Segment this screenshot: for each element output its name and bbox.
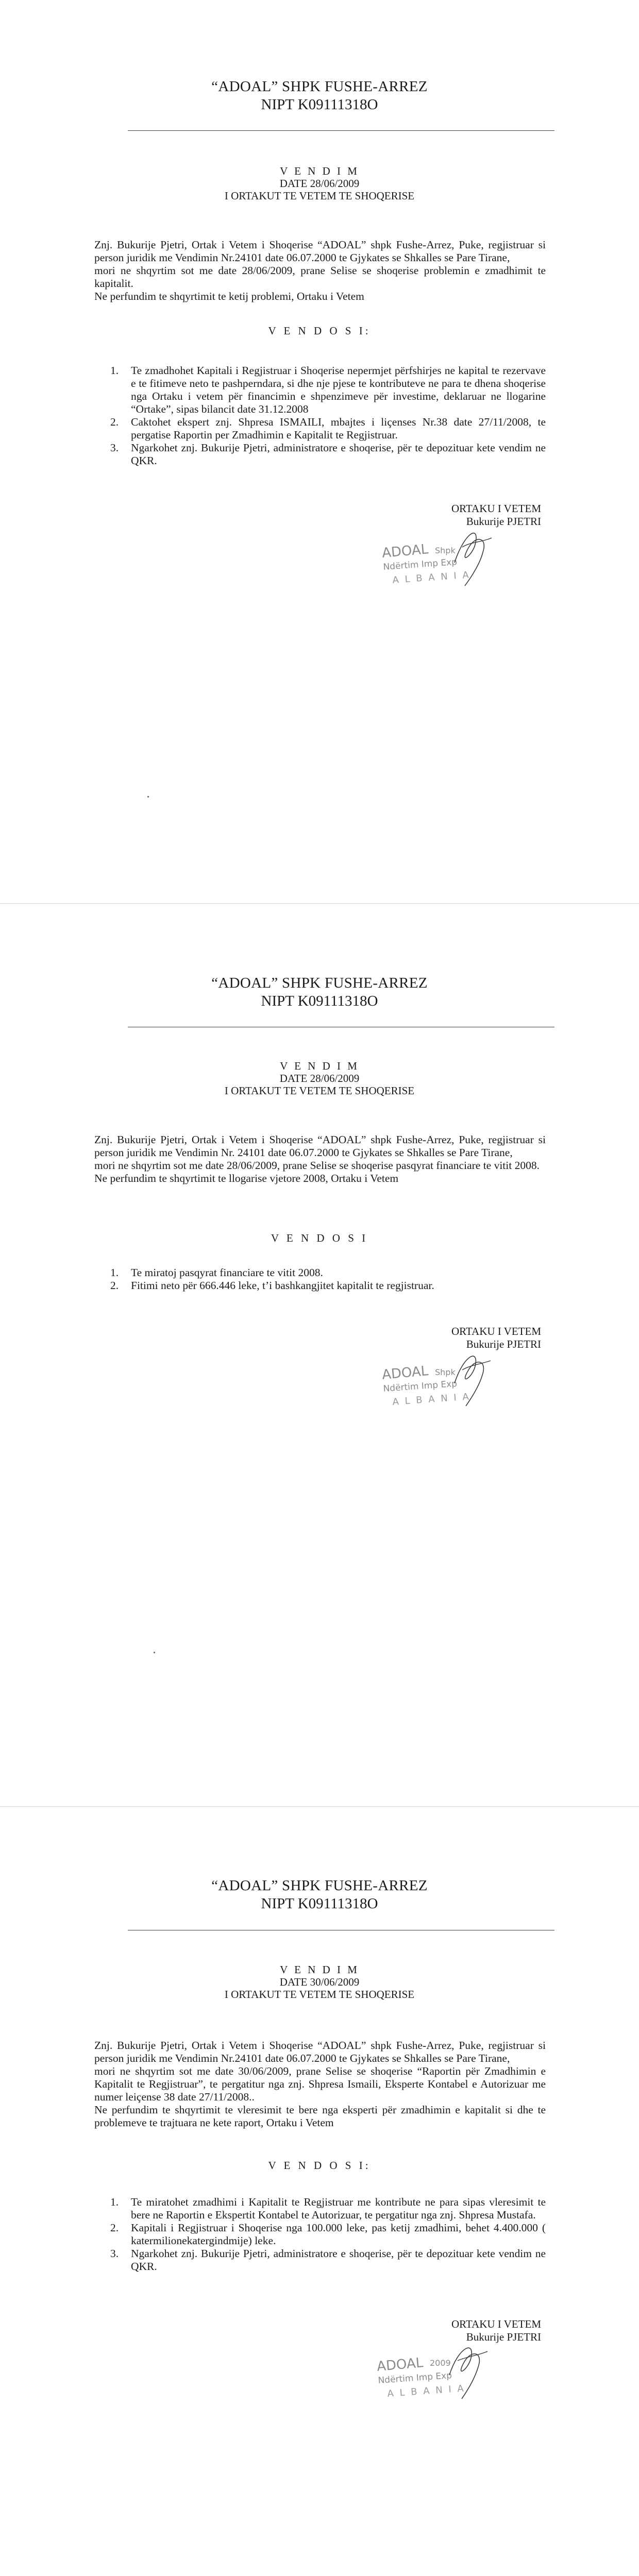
body-paragraph: Ne perfundim te shqyrtimit te vleresimit te bere nga eksperti për zmadhimin e kapitalit si dhe te problemeve te trajtuara ne kete raport, Ortaku i Vetem <box>94 2104 546 2129</box>
decision-item <box>110 442 546 467</box>
item-number: 2. <box>110 1279 119 1292</box>
company-stamp <box>377 527 527 588</box>
item-number: 1. <box>110 1266 119 1279</box>
company-stamp <box>377 2341 527 2403</box>
body-paragraph: Ne perfundim te shqyrtimit te llogarise vjetore 2008, Ortaku i Vetem <box>94 1172 399 1184</box>
company-name: “ADOAL” SHPK FUSHE-ARREZ <box>211 78 428 95</box>
decision-items <box>110 364 546 467</box>
body-paragraph: mori ne shqyrtim sot me date 28/06/2009, prane Selise se shoqerise problemin e zmadhimit te kapitalit. <box>94 264 546 290</box>
decision-heading <box>0 1963 639 2001</box>
item-text: Kapitali i Regjistruar i Shoqerise nga 100.000 leke, pas ketij zmadhimi, behet 4.400.000 ( katermilionekatergindmije) leke. <box>131 2222 546 2247</box>
decision-date: DATE 28/06/2009 <box>279 1072 360 1084</box>
body-paragraph: mori ne shqyrtim sot me date 28/06/2009, prane Selise se shoqerise pasqyrat financiare te vitit 2008. <box>94 1159 540 1172</box>
scan-speck <box>147 796 149 798</box>
item-text: Te miratoj pasqyrat financiare te vitit 2008. <box>131 1266 323 1279</box>
stamp-text-type: Shpk <box>435 546 456 555</box>
decision-subtitle: I ORTAKUT TE VETEM TE SHOQERISE <box>224 190 415 202</box>
signer-name: Bukurije PJETRI <box>466 515 541 528</box>
signature-block <box>451 1325 541 1351</box>
item-number: 3. <box>110 2247 119 2260</box>
decision-heading <box>0 165 639 202</box>
decision-body <box>94 2039 546 2129</box>
decision-heading <box>0 1060 639 1097</box>
stamp-text-country: A L B A N I A <box>392 1391 471 1408</box>
decision-item <box>110 364 546 416</box>
stamp-and-signature <box>377 527 527 588</box>
item-number: 2. <box>110 416 119 428</box>
decision-subtitle: I ORTAKUT TE VETEM TE SHOQERISE <box>224 1084 415 1097</box>
body-paragraph: Ne perfundim te shqyrtimit te ketij problemi, Ortaku i Vetem <box>94 290 364 302</box>
item-number: 2. <box>110 2222 119 2234</box>
signature-block <box>451 502 541 528</box>
decision-title: V E N D I M <box>280 1963 359 1976</box>
company-name: “ADOAL” SHPK FUSHE-ARREZ <box>211 1877 428 1894</box>
item-text: Ngarkohet znj. Bukurije Pjetri, administratore e shoqerise, për te depozituar kete vendim ne QKR. <box>131 442 546 467</box>
decision-title: V E N D I M <box>280 165 359 177</box>
decision-item <box>110 1266 546 1279</box>
decision-item <box>110 416 546 442</box>
vendosi-heading: V E N D O S I: <box>268 2159 371 2172</box>
stamp-text-activity: Ndërtim Imp Exp <box>377 2370 452 2386</box>
body-paragraph: Znj. Bukurije Pjetri, Ortak i Vetem i Shoqerise “ADOAL” shpk Fushe-Arrez, Puke, regjistruar si person juridik me Vendimin Nr. 24101 date 06.07.2000 te Gjykates se Shkalles se Pare Tirane, <box>94 1133 546 1159</box>
company-nipt: NIPT K09111318O <box>261 1895 378 1912</box>
item-number: 3. <box>110 442 119 454</box>
decision-body <box>94 239 546 303</box>
letterhead <box>0 1876 639 1912</box>
company-nipt: NIPT K09111318O <box>261 993 378 1009</box>
page-separator <box>0 903 639 904</box>
decision-date: DATE 28/06/2009 <box>279 177 360 190</box>
page-separator <box>0 1806 639 1807</box>
item-number: 1. <box>110 364 119 377</box>
company-name: “ADOAL” SHPK FUSHE-ARREZ <box>211 975 428 991</box>
header-divider <box>128 130 554 131</box>
decision-item <box>110 2247 546 2273</box>
stamp-text-activity: Ndërtim Imp Exp <box>382 557 458 572</box>
decision-items <box>110 1266 546 1292</box>
body-paragraph: Znj. Bukurije Pjetri, Ortak i Vetem i Shoqerise “ADOAL” shpk Fushe-Arrez, Puke, regjistruar si person juridik me Vendimin Nr.24101 date 06.07.2000 te Gjykates se Shkalles se Pare Tirane, <box>94 2039 546 2064</box>
stamp-text-country: A L B A N I A <box>386 2383 466 2399</box>
vendosi-heading: V E N D O S I <box>271 1232 368 1244</box>
signer-name: Bukurije PJETRI <box>466 1338 541 1350</box>
decision-body <box>94 1133 546 1185</box>
stamp-text-name: ADOAL <box>381 541 429 561</box>
document-page-1 <box>0 0 639 903</box>
body-paragraph: Znj. Bukurije Pjetri, Ortak i Vetem i Shoqerise “ADOAL” shpk Fushe-Arrez, Puke, regjistruar si person juridik me Vendimin Nr.24101 date 06.07.2000 te Gjykates se Shkalles se Pare Tirane, <box>94 239 546 264</box>
document-page-2 <box>0 903 639 1806</box>
item-number: 1. <box>110 2196 119 2208</box>
decision-title: V E N D I M <box>280 1060 359 1072</box>
company-stamp <box>377 1348 527 1410</box>
signer-name: Bukurije PJETRI <box>466 2331 541 2343</box>
signature-block <box>451 2318 541 2344</box>
decision-subtitle: I ORTAKUT TE VETEM TE SHOQERISE <box>224 1988 415 2001</box>
scan-speck <box>154 1652 155 1653</box>
company-nipt: NIPT K09111318O <box>261 96 378 113</box>
stamp-text-type: 2009 <box>430 2358 451 2368</box>
stamp-text-country: A L B A N I A <box>392 569 471 586</box>
item-text: Te miratohet zmadhimi i Kapitalit te Regjistruar me kontribute ne para sipas vleresimit te bere ne Raportin e Ekspertit Kontabel te Autorizuar, te pergatitur nga znj. Shpresa Mustafa. <box>131 2196 546 2221</box>
decision-items <box>110 2196 546 2273</box>
item-text: Ngarkohet znj. Bukurije Pjetri, administratore e shoqerise, për te depozituar kete vendim ne QKR. <box>131 2247 546 2273</box>
decision-item <box>110 2196 546 2222</box>
decision-item <box>110 2222 546 2247</box>
decision-item <box>110 1279 546 1292</box>
letterhead <box>0 77 639 113</box>
signer-title: ORTAKU I VETEM <box>451 2318 541 2330</box>
signer-title: ORTAKU I VETEM <box>451 1325 541 1337</box>
stamp-text-name: ADOAL <box>381 1363 429 1383</box>
item-text: Fitimi neto për 666.446 leke, t’i bashkangjitet kapitalit te regjistruar. <box>131 1279 434 1292</box>
item-text: Te zmadhohet Kapitali i Regjistruar i Shoqerise nepermjet përfshirjes ne kapital te rezervave e te fitimeve neto te pashperndara, si dhe nje pjese te kontributeve ne para te dhena shoqerise nga Ortaku i vetem për financimin e shpenzimeve për investime, deklaruar ne llogarine “Ortake”, sipas bilancit date 31.12.2008 <box>131 364 546 415</box>
signer-title: ORTAKU I VETEM <box>451 502 541 515</box>
letterhead <box>0 974 639 1010</box>
stamp-and-signature <box>377 2341 527 2403</box>
stamp-text-type: Shpk <box>435 1367 456 1377</box>
stamp-text-activity: Ndërtim Imp Exp <box>382 1379 458 1394</box>
body-paragraph: mori ne shqyrtim sot me date 30/06/2009, prane Selise se shoqerise “Raportin për Zmadhimin e Kapitalit te Regjistruar”, te pergatitur nga znj. Shpresa Ismaili, Eksperte Kontabel e Autorizuar me numer leiçense 38 date 27/11/2008.. <box>94 2065 546 2103</box>
decision-date: DATE 30/06/2009 <box>279 1976 360 1988</box>
document-page-3 <box>0 1806 639 2576</box>
vendosi-heading: V E N D O S I: <box>268 325 371 337</box>
item-text: Caktohet ekspert znj. Shpresa ISMAILI, mbajtes i liçenses Nr.38 date 27/11/2008, te pergatise Raportin per Zmadhimin e Kapitalit te Regjistruar. <box>131 416 546 441</box>
stamp-and-signature <box>377 1348 527 1410</box>
stamp-text-name: ADOAL <box>377 2355 424 2375</box>
